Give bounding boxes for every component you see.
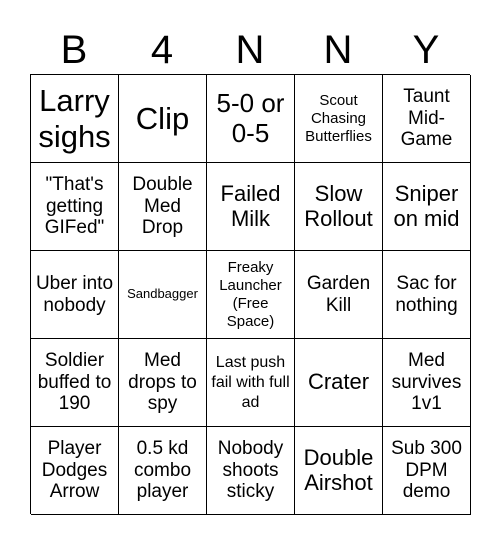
header-letter: B	[60, 28, 88, 72]
cell-label: Uber into nobody	[35, 272, 114, 316]
bingo-cell[interactable]	[31, 163, 119, 251]
cell-label: Sniper on mid	[393, 181, 460, 231]
cell-label: Slow Rollout	[304, 181, 373, 231]
bingo-cell[interactable]	[383, 251, 471, 339]
bingo-cell[interactable]	[119, 75, 207, 163]
cell-label: Sac for nothing	[395, 272, 458, 316]
bingo-cell-free-space[interactable]	[207, 251, 295, 339]
bingo-cell[interactable]	[295, 427, 383, 515]
cell-label: Sandbagger	[127, 286, 198, 302]
bingo-cell[interactable]	[207, 427, 295, 515]
cell-label: Med drops to spy	[128, 349, 197, 415]
bingo-header	[30, 26, 470, 74]
bingo-cell[interactable]	[31, 339, 119, 427]
bingo-cell[interactable]	[31, 427, 119, 515]
header-letter: N	[235, 28, 265, 72]
bingo-cell[interactable]	[119, 251, 207, 339]
cell-label: Double Med Drop	[132, 173, 193, 239]
bingo-cell[interactable]	[295, 75, 383, 163]
bingo-cell[interactable]	[119, 339, 207, 427]
bingo-cell[interactable]	[119, 427, 207, 515]
bingo-cell[interactable]	[383, 163, 471, 251]
bingo-cell[interactable]	[295, 163, 383, 251]
bingo-cell[interactable]	[31, 75, 119, 163]
bingo-cell[interactable]	[295, 339, 383, 427]
cell-label: Failed Milk	[220, 181, 281, 231]
cell-label: 0.5 kd combo player	[133, 437, 192, 503]
bingo-cell[interactable]	[119, 163, 207, 251]
cell-label: Taunt Mid-Game	[400, 85, 453, 151]
cell-label: Player Dodges Arrow	[41, 437, 108, 503]
cell-label: Last push fail with full ad	[211, 353, 290, 411]
bingo-cell[interactable]	[383, 75, 471, 163]
cell-label: Freaky Launcher (Free Space)	[219, 258, 282, 330]
cell-label: Crater	[307, 369, 370, 395]
bingo-cell[interactable]	[207, 75, 295, 163]
cell-label: Garden Kill	[306, 272, 371, 316]
cell-label: Soldier buffed to 190	[37, 349, 112, 415]
cell-label: Larry sighs	[38, 82, 111, 154]
bingo-cell[interactable]	[207, 339, 295, 427]
cell-label: Sub 300 DPM demo	[391, 437, 462, 503]
cell-label: Double Airshot	[303, 445, 374, 495]
header-letter: N	[323, 28, 353, 72]
cell-label: "That's getting GIFed"	[44, 173, 105, 239]
bingo-board	[30, 74, 470, 514]
header-letter: 4	[150, 28, 174, 72]
cell-label: Nobody shoots sticky	[217, 437, 284, 503]
bingo-cell[interactable]	[383, 339, 471, 427]
cell-label: Med survives 1v1	[391, 349, 462, 415]
header-letter: Y	[412, 28, 440, 72]
bingo-cell[interactable]	[31, 251, 119, 339]
cell-label: 5-0 or 0-5	[216, 88, 285, 148]
bingo-cell[interactable]	[295, 251, 383, 339]
cell-label: Clip	[135, 100, 190, 136]
bingo-cell[interactable]	[383, 427, 471, 515]
cell-label: Scout Chasing Butterflies	[305, 91, 372, 145]
bingo-cell[interactable]	[207, 163, 295, 251]
